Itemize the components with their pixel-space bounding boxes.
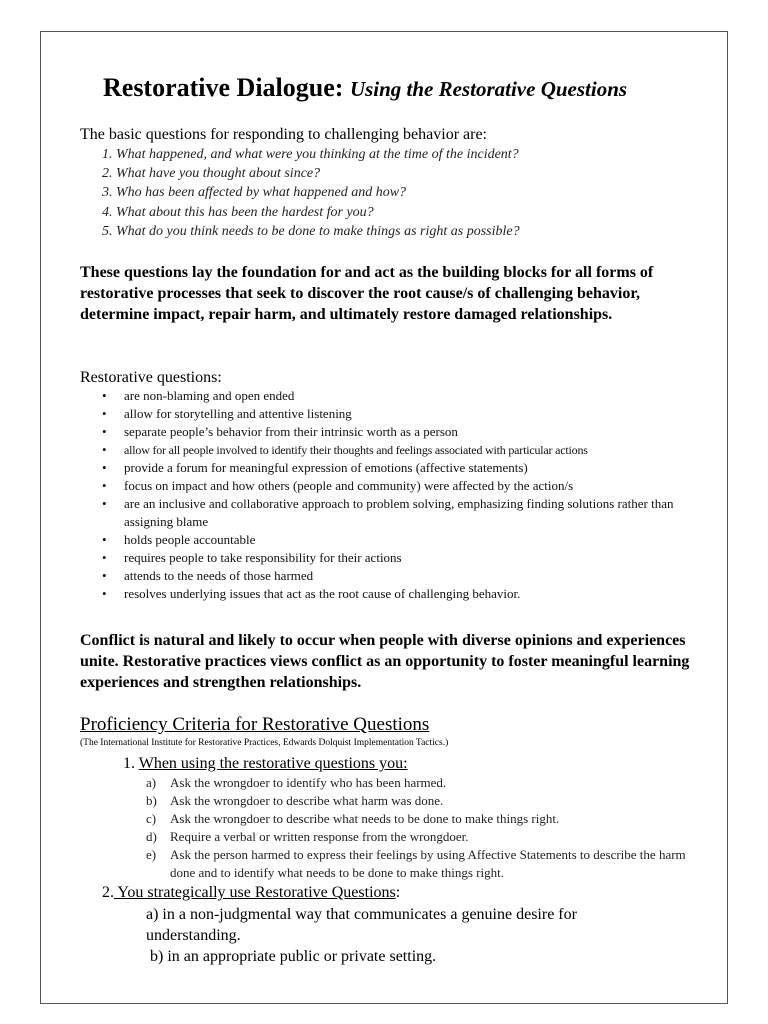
bullet-icon: •: [102, 442, 107, 457]
section-2-label: You strategically use Restorative Questions: [114, 884, 396, 901]
list-item: [146, 774, 686, 792]
bullet-icon: •: [102, 424, 107, 439]
list-item: [100, 387, 710, 405]
list-item-text: are non-blaming and open ended: [124, 388, 295, 403]
section-2-colon: :: [395, 884, 401, 901]
bullet-icon: •: [102, 550, 107, 565]
bullet-icon: •: [102, 496, 107, 511]
item-letter: e): [146, 847, 157, 862]
section-1-heading: [123, 753, 408, 775]
list-item-text: allow for storytelling and attentive listening: [124, 406, 352, 421]
conflict-paragraph: Conflict is natural and likely to occur when people with diverse opinions and experiences unite. Restorative practices views conflict as an opportunity to foster meaningful learning experiences and strengthen relationships.: [80, 632, 690, 691]
bullet-icon: •: [102, 478, 107, 493]
basic-question: 3. Who has been affected by what happened and how?: [102, 185, 407, 201]
bullet-icon: •: [102, 460, 107, 475]
basic-question: 5. What do you think needs to be done to make things as right as possible?: [102, 223, 520, 239]
section-2-list: [146, 904, 646, 967]
list-item: [100, 567, 710, 585]
list-item: [146, 810, 686, 828]
list-item: [100, 495, 710, 531]
list-item: [100, 477, 710, 495]
item-text: Ask the wrongdoer to identify who has been harmed.: [170, 775, 447, 790]
intro-text: The basic questions for responding to challenging behavior are:: [80, 126, 487, 143]
document-title: [103, 73, 703, 104]
list-item: [100, 585, 710, 603]
bullet-icon: •: [102, 388, 107, 403]
section-1-label: When using the restorative questions you:: [138, 755, 408, 772]
section-2-item-a: a) in a non-judgmental way that communicates a genuine desire for understanding.: [146, 906, 577, 944]
basic-question: 2. What have you thought about since?: [102, 166, 321, 182]
item-letter: a): [146, 775, 157, 790]
section-1-number: 1.: [123, 755, 139, 772]
bullet-icon: •: [102, 532, 107, 547]
list-item-text: resolves underlying issues that act as the root cause of challenging behavior.: [124, 586, 521, 601]
item-letter: b): [146, 793, 157, 808]
list-item-text: requires people to take responsibility for their actions: [124, 550, 402, 565]
restorative-points-list: [100, 387, 710, 603]
list-item: [146, 792, 686, 810]
proficiency-source: (The International Institute for Restorative Practices, Edwards Dolquist Implementation Tactics.): [80, 738, 449, 748]
bullet-icon: •: [102, 406, 107, 421]
item-letter: c): [146, 811, 157, 826]
bullet-icon: •: [102, 586, 107, 601]
list-item: [100, 549, 710, 567]
list-item-text: holds people accountable: [124, 532, 256, 547]
list-item-text: are an inclusive and collaborative approach to problem solving, emphasizing finding solutions rather than assigning blame: [124, 496, 674, 529]
item-text: Ask the person harmed to express their feelings by using Affective Statements to describe the harm done and to identify what needs to be done to make things right.: [170, 847, 686, 880]
proficiency-heading: Proficiency Criteria for Restorative Questions: [80, 714, 430, 735]
list-item-text: attends to the needs of those harmed: [124, 568, 314, 583]
item-text: Ask the wrongdoer to describe what harm was done.: [170, 793, 444, 808]
item-text: Ask the wrongdoer to describe what needs to be done to make things right.: [170, 811, 560, 826]
list-item: [146, 828, 686, 846]
list-item: [100, 441, 710, 459]
section-2-heading: [102, 882, 400, 904]
list-item: [100, 423, 710, 441]
section-2-number: 2.: [102, 884, 114, 901]
basic-question: 1. What happened, and what were you thinking at the time of the incident?: [102, 147, 519, 162]
item-letter: d): [146, 829, 157, 844]
list-item-text: allow for all people involved to identify their thoughts and feelings associated with particular actions: [124, 443, 588, 457]
list-item: [100, 405, 710, 423]
foundation-paragraph: These questions lay the foundation for and act as the building blocks for all forms of restorative processes that seek to discover the root cause/s of challenging behavior, determine impact, repair harm, and ultimately restore damaged relationships.: [80, 264, 654, 323]
list-item: [146, 846, 686, 882]
list-item-text: separate people’s behavior from their intrinsic worth as a person: [124, 424, 458, 439]
restorative-questions-heading: Restorative questions:: [80, 369, 222, 386]
section-2-item-b: b) in an appropriate public or private setting.: [150, 948, 437, 965]
basic-questions-list: [102, 145, 520, 241]
list-item: [100, 531, 710, 549]
title-subtitle: Using the Restorative Questions: [349, 77, 628, 101]
title-main: Restorative Dialogue:: [103, 73, 350, 102]
item-text: Require a verbal or written response from the wrongdoer.: [170, 829, 469, 844]
bullet-icon: •: [102, 568, 107, 583]
list-item-text: focus on impact and how others (people and community) were affected by the action/s: [124, 478, 574, 493]
section-1-list: [146, 774, 686, 882]
basic-question: 4. What about this has been the hardest for you?: [102, 204, 374, 220]
list-item: [100, 459, 710, 477]
list-item-text: provide a forum for meaningful expression of emotions (affective statements): [124, 460, 528, 475]
